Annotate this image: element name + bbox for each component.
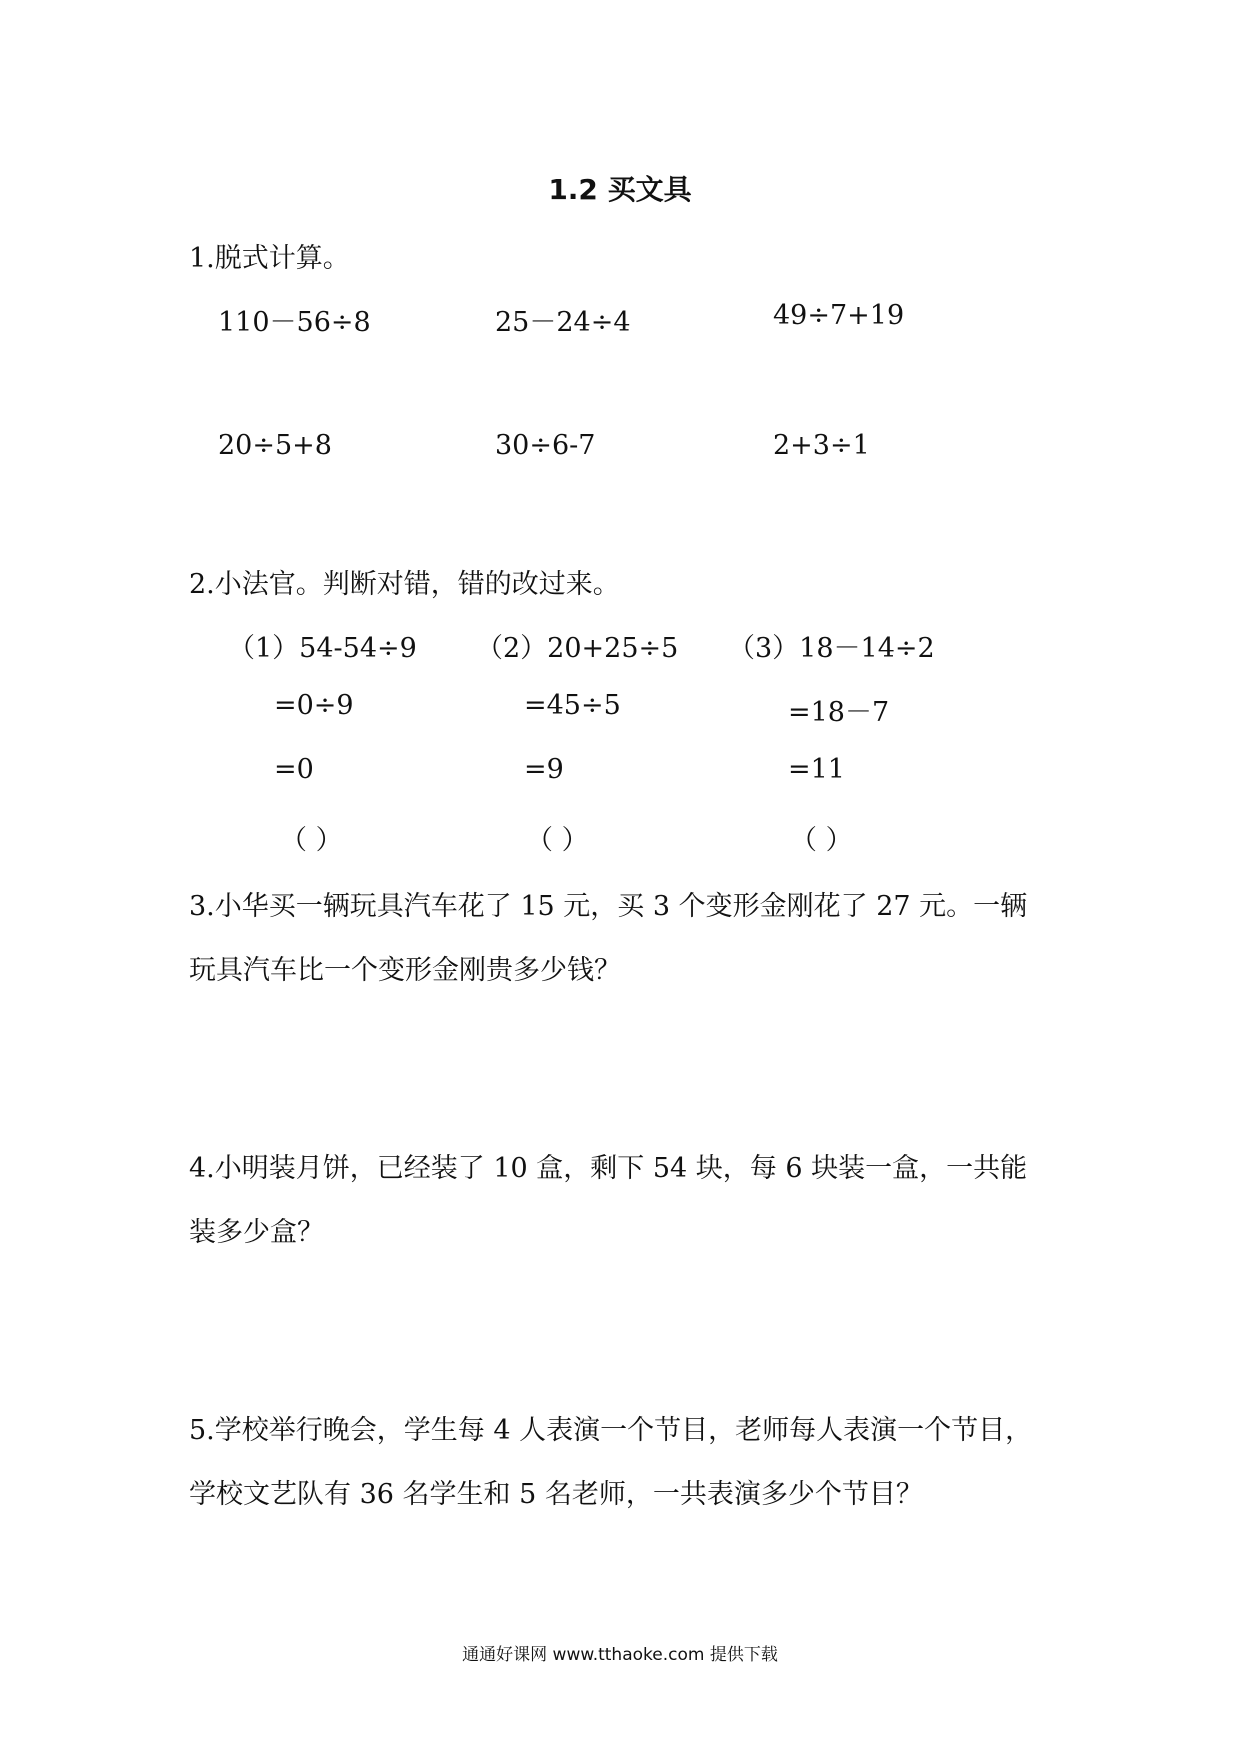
q4-line2: 装多少盒？: [189, 1217, 324, 1248]
q1-expr-3: 49÷7+19: [773, 300, 905, 331]
q2-item-2-answer-blank[interactable]: （ ）: [526, 825, 589, 856]
q2-item-2-line1: （2）20+25÷5: [476, 633, 679, 664]
q2-item-2-line3: =9: [524, 754, 564, 785]
q2-prompt: 2.小法官。判断对错，错的改过来。: [189, 569, 620, 600]
q1-expr-4: 20÷5+8: [218, 430, 332, 461]
q4-line1: 4.小明装月饼，已经装了 10 盒，剩下 54 块，每 6 块装一盒，一共能: [189, 1153, 1028, 1184]
page-title: 1.2 买文具: [548, 173, 692, 206]
q1-expr-5: 30÷6-7: [495, 430, 596, 461]
q5-line1: 5.学校举行晚会，学生每 4 人表演一个节目，老师每人表演一个节目，: [189, 1415, 1033, 1446]
q2-item-2-line2: =45÷5: [524, 690, 621, 721]
q5-line2: 学校文艺队有 36 名学生和 5 名老师，一共表演多少个节目？: [189, 1479, 923, 1510]
footer-credit: 通通好课网 www.tthaoke.com 提供下载: [462, 1645, 778, 1665]
q1-expr-2: 25－24÷4: [495, 307, 631, 338]
q1-prompt: 1.脱式计算。: [189, 243, 350, 274]
q1-expr-6: 2+3÷1: [773, 430, 870, 461]
q2-item-3-line2: =18－7: [788, 697, 890, 728]
q2-item-1-line1: （1）54-54÷9: [228, 633, 417, 664]
q2-item-3-answer-blank[interactable]: （ ）: [790, 825, 853, 856]
q2-item-1-line3: =0: [274, 754, 314, 785]
q2-item-1-answer-blank[interactable]: （ ）: [280, 825, 343, 856]
q2-item-3-line1: （3）18－14÷2: [728, 633, 935, 664]
q1-expr-1: 110－56÷8: [218, 307, 371, 338]
q3-line2: 玩具汽车比一个变形金刚贵多少钱？: [189, 955, 621, 986]
q2-item-1-line2: =0÷9: [274, 690, 354, 721]
q3-line1: 3.小华买一辆玩具汽车花了 15 元，买 3 个变形金刚花了 27 元。一辆: [189, 891, 1028, 922]
q2-item-3-line3: =11: [788, 754, 845, 785]
